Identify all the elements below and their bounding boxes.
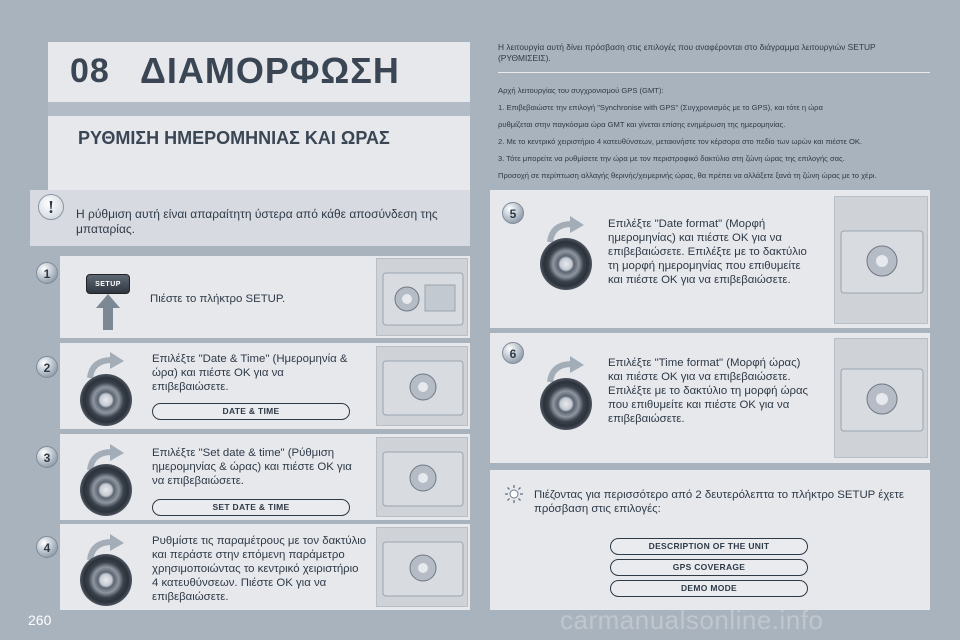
control-knob-icon [80, 464, 132, 516]
watermark: carmanualsonline.info [560, 605, 824, 635]
setup-key-icon: SETUP [86, 274, 130, 294]
step-text: Επιλέξτε "Date format" (Μορφή ημερομηνίας) και πιέστε OK για να επιβεβαιώσετε. Επιλέξτε με το δακτύλιο τη μορφή ημερομηνίας που επιθυμείτε και πιέστε OK για να επιβεβαιώσετε. [608, 218, 807, 286]
radio-unit-icon [377, 528, 468, 607]
section-subtitle: ΡΥΘΜΙΣΗ ΗΜΕΡΟΜΗΝΙΑΣ ΚΑΙ ΩΡΑΣ [78, 128, 390, 148]
radio-unit-icon [377, 347, 468, 426]
radio-unit-icon [835, 339, 928, 458]
step-badge: 4 [36, 536, 58, 558]
step-text: Επιλέξτε "Time format" (Μορφή ώρας) και πιέστε OK για να επιβεβαιώσετε. Επιλέξτε με το δακτύλιο τη μορφή ώρας που επιθυμείτε και πιέστε OK για να επιβεβαιώσετε. [608, 357, 809, 425]
info-intro: Η λειτουργία αυτή δίνει πρόσβαση στις επιλογές που αναφέρονται στο διάγραμμα λειτουργιών SETUP (ΡΥΘΜΙΣΕΙΣ). [498, 42, 876, 63]
menu-option-pill: SET DATE & TIME [152, 499, 350, 516]
step-badge: 2 [36, 356, 58, 378]
radio-unit-image [834, 338, 928, 458]
radio-unit-image [376, 437, 468, 517]
info-box [498, 78, 930, 190]
radio-unit-image [376, 258, 468, 336]
warning-text: Η ρύθμιση αυτή είναι απαραίτητη ύστερα από κάθε αποσύνδεση της μπαταρίας. [76, 207, 438, 236]
menu-option-pill: DESCRIPTION OF THE UNIT [610, 538, 808, 555]
info-line: 2. Με το κεντρικό χειριστήριο 4 κατευθύνσεων, μετακινήστε τον κέρσορα στο πεδίο των ωρών και πιέστε OK. [498, 137, 863, 146]
control-knob-icon [540, 238, 592, 290]
menu-option-pill: DATE & TIME [152, 403, 350, 420]
step-text: Πιέστε το πλήκτρο SETUP. [150, 293, 286, 305]
radio-unit-icon [835, 197, 928, 324]
radio-unit-icon [377, 259, 468, 336]
step-text: Επιλέξτε "Set date & time" (Ρύθμιση ημερομηνίας & ώρας) και πιέστε OK για να επιβεβαιώσετε. [152, 447, 352, 487]
page-number: 260 [28, 612, 52, 628]
header-divider [48, 102, 470, 116]
step-badge: 5 [502, 202, 524, 224]
radio-unit-image [376, 346, 468, 426]
step-text: Ρυθμίστε τις παραμέτρους με τον δακτύλιο και περάστε στην επόμενη παράμετρο χρησιμοποιώντας το κεντρικό χειριστήριο 4 κατευθύνσεων. Πιέστε OK για να επιβεβαιώσετε. [152, 535, 367, 603]
step-text: Επιλέξτε "Date & Time" (Ημερομηνία & ώρα) και πιέστε OK για να επιβεβαιώσετε. [152, 353, 348, 393]
control-knob-icon [80, 374, 132, 426]
info-line: Προσοχή σε περίπτωση αλλαγής θερινής/χειμερινής ώρας, θα πρέπει να αλλάξετε ξανά τη ζώνη ώρας με το χέρι. [498, 171, 877, 180]
menu-option-pill: DEMO MODE [610, 580, 808, 597]
info-line: 1. Επιβεβαιώστε την επιλογή "Synchronise with GPS" (Συγχρονισμός με το GPS), και τότε η ώρα [498, 103, 823, 112]
step-badge: 6 [502, 342, 524, 364]
info-line: 3. Τότε μπορείτε να ρυθμίσετε την ώρα με τον περιστροφικό δακτύλιο στη ζώνη ώρας της επιλογής σας. [498, 154, 845, 163]
info-divider [498, 72, 930, 73]
info-line: Αρχή λειτουργίας του συγχρονισμού GPS (GMT): [498, 86, 664, 95]
radio-unit-icon [377, 438, 468, 517]
radio-unit-image [376, 527, 468, 607]
step-badge: 1 [36, 262, 58, 284]
step-badge: 3 [36, 446, 58, 468]
control-knob-icon [80, 554, 132, 606]
tip-text: Πιέζοντας για περισσότερο από 2 δευτερόλεπτα το πλήκτρο SETUP έχετε πρόσβαση στις επιλογές: [534, 489, 904, 515]
info-line: ρυθμίζεται στην παγκόσμια ώρα GMT και γίνεται επίσης ενημέρωση της ημερομηνίας. [498, 120, 786, 129]
press-arrow-icon [96, 294, 120, 330]
chapter-title: ΔΙΑΜΟΡΦΩΣΗ [140, 50, 400, 91]
warning-icon: ! [38, 194, 64, 220]
control-knob-icon [540, 378, 592, 430]
tip-sun-icon [504, 484, 524, 504]
radio-unit-image [834, 196, 928, 324]
chapter-number: 08 [70, 52, 110, 90]
menu-option-pill: GPS COVERAGE [610, 559, 808, 576]
